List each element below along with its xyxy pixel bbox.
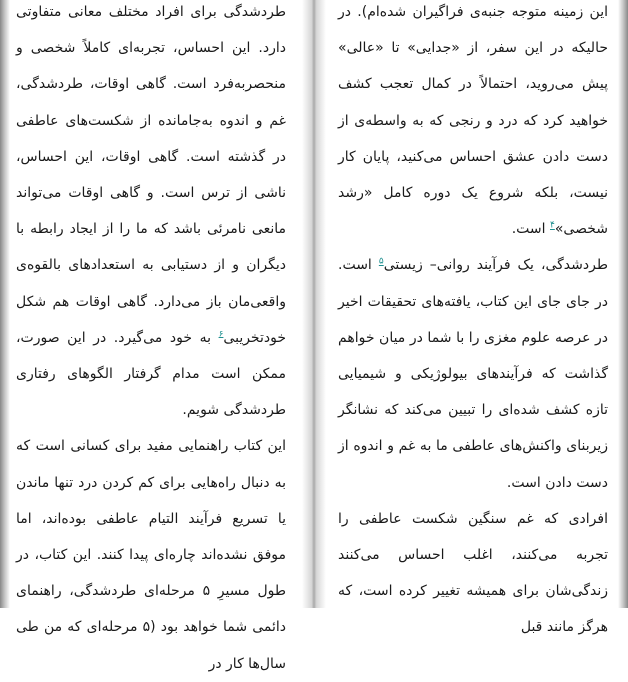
paragraph-text: به خود می‌گیرد. در این صورت، ممکن است مدام گرفتار الگوهای رفتاری طردشدگی شویم. (16, 329, 286, 419)
left-page-text (16, 0, 286, 682)
left-page (0, 0, 302, 672)
paragraph-text: این کتاب راهنمایی مفید برای کسانی است که به دنبال راه‌هایی برای کم کردن درد تنها ماندن یا تسریع فرآیند التیام عاطفی بوده‌اند، اما موفق نشده‌اند چاره‌ای پیدا کنند. این کتاب، در طول مسیرِ ۵ مرحله‌ای طردشدگی، راهنمای دائمی شما خواهد بود (۵ مرحله‌ای که من طی سال‌ها کار در (16, 438, 286, 672)
right-page (326, 0, 628, 636)
paragraph-text: است. در جای جای این کتاب، یافته‌های تحقیقات اخیر در عرصه علوم مغزی را با شما در میان خواهم گذاشت که فرآیندهای بیولوژیکی و شیمیایی تازه کشف شده‌ای را تبیین می‌کند که نشانگر زیربنای واکنش‌های عاطفی ما به غم و اندوه از دست دادن است. (338, 257, 608, 491)
right-page-edge (618, 0, 628, 608)
left-page-edge (0, 0, 10, 608)
paragraph-text: این زمینه متوجه جنبه‌ی فراگیران شده‌ام). در حالیکه در این سفر، از «جدایی» تا «عالی» پیش می‌روید، احتمالاً در کمال تعجب کشف خواهید کرد که درد و رنجی که به واسطه‌ی از دست دادن عشق احساس می‌کنید، پایان کار نیست، بلکه شروع یک دوره کامل «رشد شخصی» (338, 4, 608, 238)
paragraph-text: افرادی که غم سنگین شکست عاطفی را تجربه می‌کنند، اغلب احساس می‌کنند زندگی‌شان برای همیشه تغییر کرده است، که هرگز مانند قبل (338, 510, 608, 636)
paragraph-text: طردشدگی، یک فرآیند روانی– زیستی (383, 257, 608, 274)
left-page-paragraph (16, 0, 286, 428)
paragraph-text: طردشدگی برای افراد مختلف معانی متفاوتی دارد. این احساس، تجربه‌ای کاملاً شخصی و منحصربه‌فرد است. گاهی اوقات، طردشدگی، غم و اندوه به‌جامانده از شکست‌های عاطفی در گذشته است. گاهی اوقات، این احساس، ناشی از ترس است. و گاهی اوقات می‌تواند مانعی نامرئی باشد که ما را از ایجاد رابطه با دیگران و از دستیابی به استعدادهای بالقوه‌ی واقعی‌مان باز می‌دارد. گاهی اوقات هم شکل خودتخریبی (16, 4, 286, 346)
footnote-reference-link[interactable]: ۵ (378, 256, 384, 267)
paragraph-text: است. (511, 221, 550, 238)
right-page-paragraph (338, 247, 608, 500)
right-page-paragraph (338, 0, 608, 247)
book-gutter (302, 0, 326, 608)
right-page-paragraph (338, 501, 608, 646)
right-page-text (338, 0, 608, 646)
left-page-paragraph (16, 428, 286, 681)
footnote-reference-link[interactable]: ۶ (218, 329, 224, 340)
footnote-reference-link[interactable]: ۴ (550, 220, 555, 231)
